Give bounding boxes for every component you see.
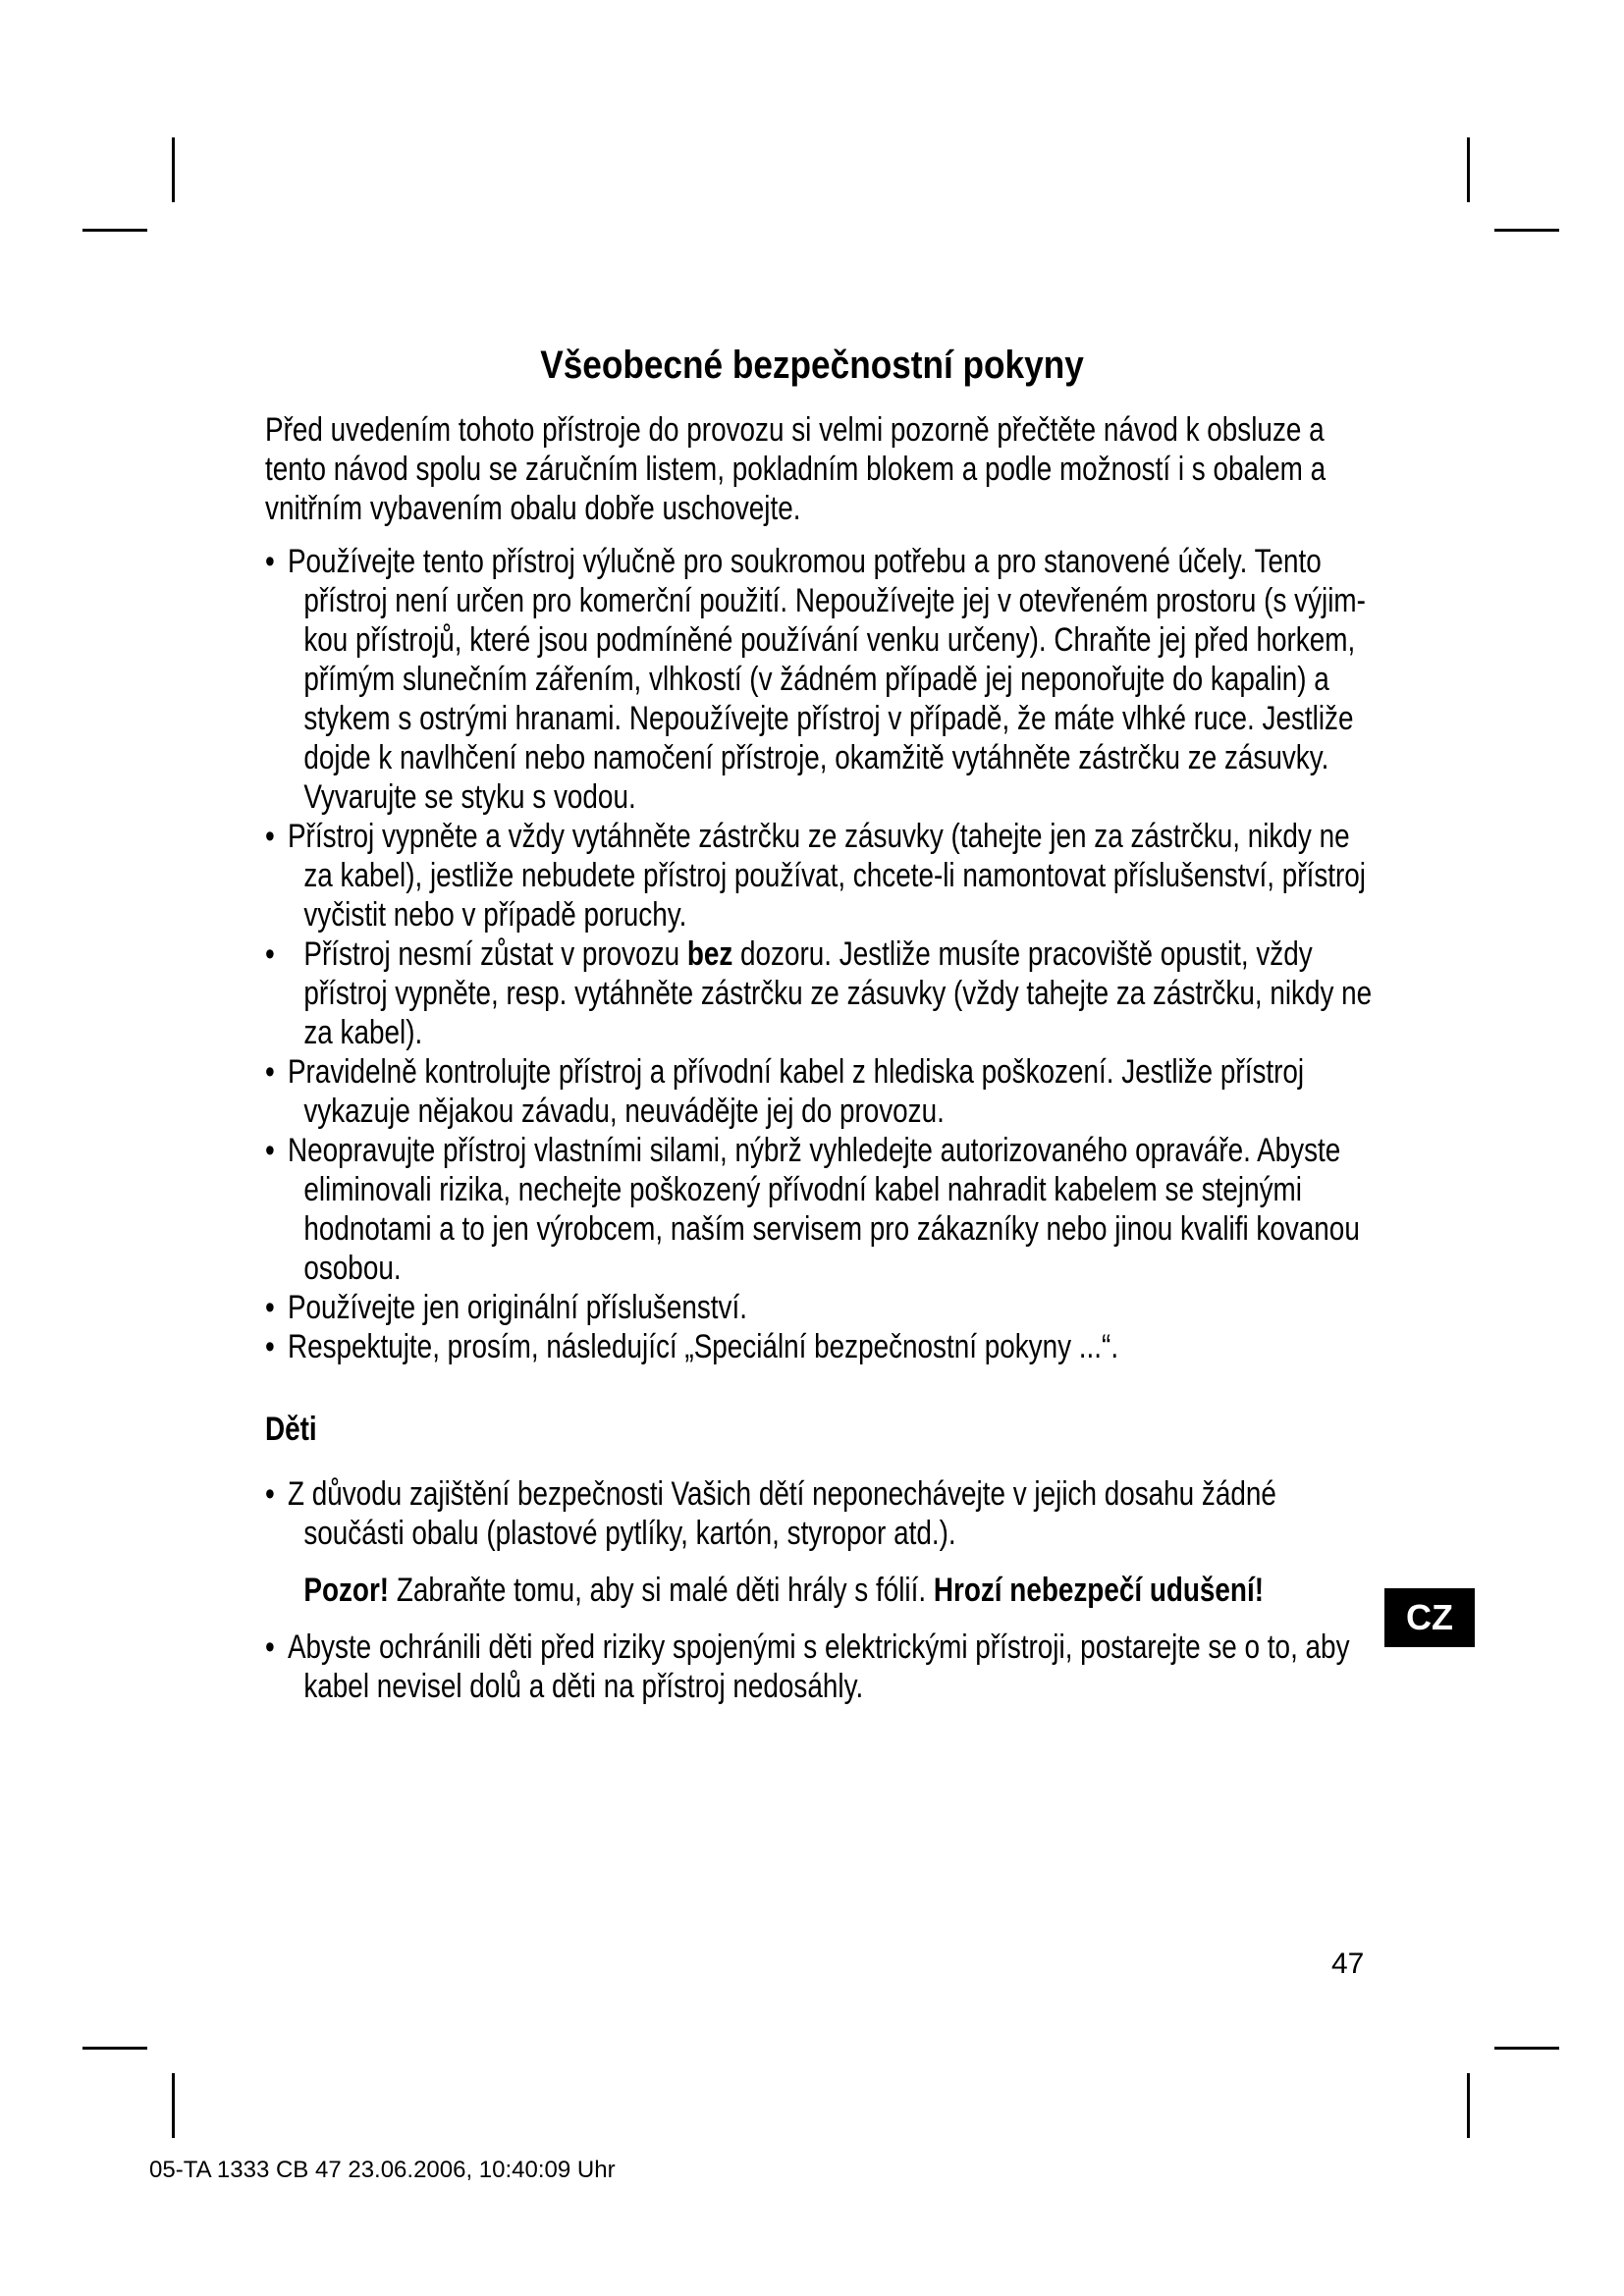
- safety-bullet-list: [265, 542, 1373, 1366]
- list-item-first-line: Pravidelně kontrolujte přístroj a přívodní kabel z hlediska poškození. Jestliže přístroj: [287, 1053, 1305, 1091]
- list-item: [265, 542, 1366, 817]
- intro-paragraph: [265, 410, 1326, 528]
- bullet-icon: •: [265, 1132, 275, 1169]
- list-item: [265, 1474, 1276, 1553]
- page-title: Všeobecné bezpečnostní pokyny: [540, 344, 1084, 387]
- list-item-line: dojde k navlhčení nebo namočení přístroje, okamžitě vytáhněte zástrčku ze zásuvky.: [303, 739, 1329, 776]
- bullet-icon: •: [265, 543, 275, 580]
- section-heading-children: Děti: [265, 1411, 317, 1448]
- intro-line: tento návod spolu se záručním listem, pokladním blokem a podle možností i s obalem a: [265, 451, 1326, 488]
- children-bullet-list: [265, 1474, 1276, 1553]
- list-item: [265, 817, 1367, 934]
- crop-mark-top-right-vertical: [1467, 137, 1470, 202]
- list-item-line: vyčistit nebo v případě poruchy.: [303, 896, 687, 934]
- crop-mark-top-left-horizontal: [82, 229, 147, 232]
- list-item-first-line: Respektujte, prosím, následující „Speciální bezpečnostní pokyny ...“.: [287, 1328, 1119, 1365]
- list-item-line: za kabel), jestliže nebudete přístroj používat, chcete-li namontovat příslušenství, přístroj: [303, 857, 1367, 894]
- list-item-line: osobou.: [303, 1250, 402, 1287]
- list-item-line: stykem s ostrými hranami. Nepoužívejte přístroj v případě, že máte vlhké ruce. Jestliže: [303, 700, 1354, 737]
- list-item-text: dozoru. Jestliže musíte pracoviště opustit, vždy: [732, 935, 1313, 973]
- list-item-line: Vyvarujte se styku s vodou.: [303, 778, 636, 816]
- bullet-icon: •: [265, 1289, 275, 1326]
- list-item-first-line: Z důvodu zajištění bezpečnosti Vašich dětí neponechávejte v jejich dosahu žádné: [287, 1475, 1276, 1513]
- language-badge: CZ: [1384, 1588, 1475, 1647]
- print-footer: 05-TA 1333 CB 47 23.06.2006, 10:40:09 Uhr: [149, 2157, 616, 2183]
- warning-note: [265, 1571, 1265, 1610]
- warning-emphasis: Hrozí nebezpečí udušení!: [933, 1572, 1265, 1609]
- list-item-first-line: Používejte tento přístroj výlučně pro soukromou potřebu a pro stanovené účely. Tento: [287, 543, 1322, 580]
- list-item-line: hodnotami a to jen výrobcem, naším servisem pro zákazníky nebo jinou kvalifi kovanou: [303, 1210, 1360, 1248]
- emphasis-text: bez: [686, 935, 733, 973]
- list-item-first-line: Neopravujte přístroj vlastními silami, nýbrž vyhledejte autorizovaného opraváře. Abyste: [287, 1132, 1341, 1169]
- list-item: [265, 1288, 1183, 1327]
- bullet-icon: •: [265, 818, 275, 855]
- list-item-first-line: Používejte jen originální příslušenství.: [287, 1289, 747, 1326]
- crop-mark-top-left-vertical: [172, 137, 175, 202]
- crop-mark-bottom-left-vertical: [172, 2073, 175, 2138]
- list-item-line: kou přístrojů, které jsou podmíněné používání venku určeny). Chraňte jej před horkem,: [303, 621, 1356, 659]
- bullet-icon: •: [265, 935, 275, 973]
- crop-mark-bottom-left-horizontal: [82, 2047, 147, 2050]
- list-item: [265, 1628, 1350, 1706]
- list-item: [265, 1327, 1183, 1366]
- crop-mark-bottom-right-horizontal: [1494, 2047, 1559, 2050]
- list-item-text: Přístroj nesmí zůstat v provozu: [303, 935, 687, 973]
- list-item-line: kabel nevisel dolů a děti na přístroj nedosáhly.: [303, 1668, 864, 1705]
- list-item-line: přístroj není určen pro komerční použití. Nepoužívejte jej v otevřeném prostoru (s výjim-: [303, 582, 1366, 619]
- list-item: [265, 1052, 1305, 1131]
- list-item-line: eliminovali rizika, nechejte poškozený přívodní kabel nahradit kabelem se stejnými: [303, 1171, 1302, 1208]
- list-item-line: přístroj vypněte, resp. vytáhněte zástrčku ze zásuvky (vždy tahejte za zástrčku, nikdy ne: [303, 975, 1373, 1012]
- page-number: 47: [1331, 1948, 1365, 1980]
- intro-line: Před uvedením tohoto přístroje do provozu si velmi pozorně přečtěte návod k obsluze a: [265, 411, 1325, 449]
- children-bullet-list-2: [265, 1628, 1350, 1706]
- intro-line: vnitřním vybavením obalu dobře uschovejte.: [265, 490, 801, 527]
- crop-mark-bottom-right-vertical: [1467, 2073, 1470, 2138]
- bullet-icon: •: [265, 1053, 275, 1091]
- list-item-line: přímým slunečním zářením, vlhkostí (v žádném případě jej neponořujte do kapalin) a: [303, 661, 1329, 698]
- bullet-icon: •: [265, 1475, 275, 1513]
- list-item: [265, 1131, 1360, 1288]
- bullet-icon: •: [265, 1629, 275, 1666]
- list-item-line: vykazuje nějakou závadu, neuvádějte jej do provozu.: [303, 1093, 945, 1130]
- list-item-line: za kabel).: [303, 1014, 423, 1051]
- bullet-icon: •: [265, 1328, 275, 1365]
- list-item-first-line: Přístroj vypněte a vždy vytáhněte zástrčku ze zásuvky (tahejte jen za zástrčku, nikdy ne: [287, 818, 1350, 855]
- warning-label: Pozor!: [303, 1572, 390, 1609]
- list-item-first-line: Abyste ochránili děti před riziky spojenými s elektrickými přístroji, postarejte se o to, aby: [287, 1629, 1350, 1666]
- crop-mark-top-right-horizontal: [1494, 229, 1559, 232]
- warning-text: Zabraňte tomu, aby si malé děti hrály s fólií.: [389, 1572, 934, 1609]
- list-item: [265, 934, 1373, 1052]
- main-content: [265, 410, 1373, 1706]
- list-item-line: součásti obalu (plastové pytlíky, kartón, styropor atd.).: [303, 1515, 956, 1552]
- list-item-first-line: [303, 934, 1313, 974]
